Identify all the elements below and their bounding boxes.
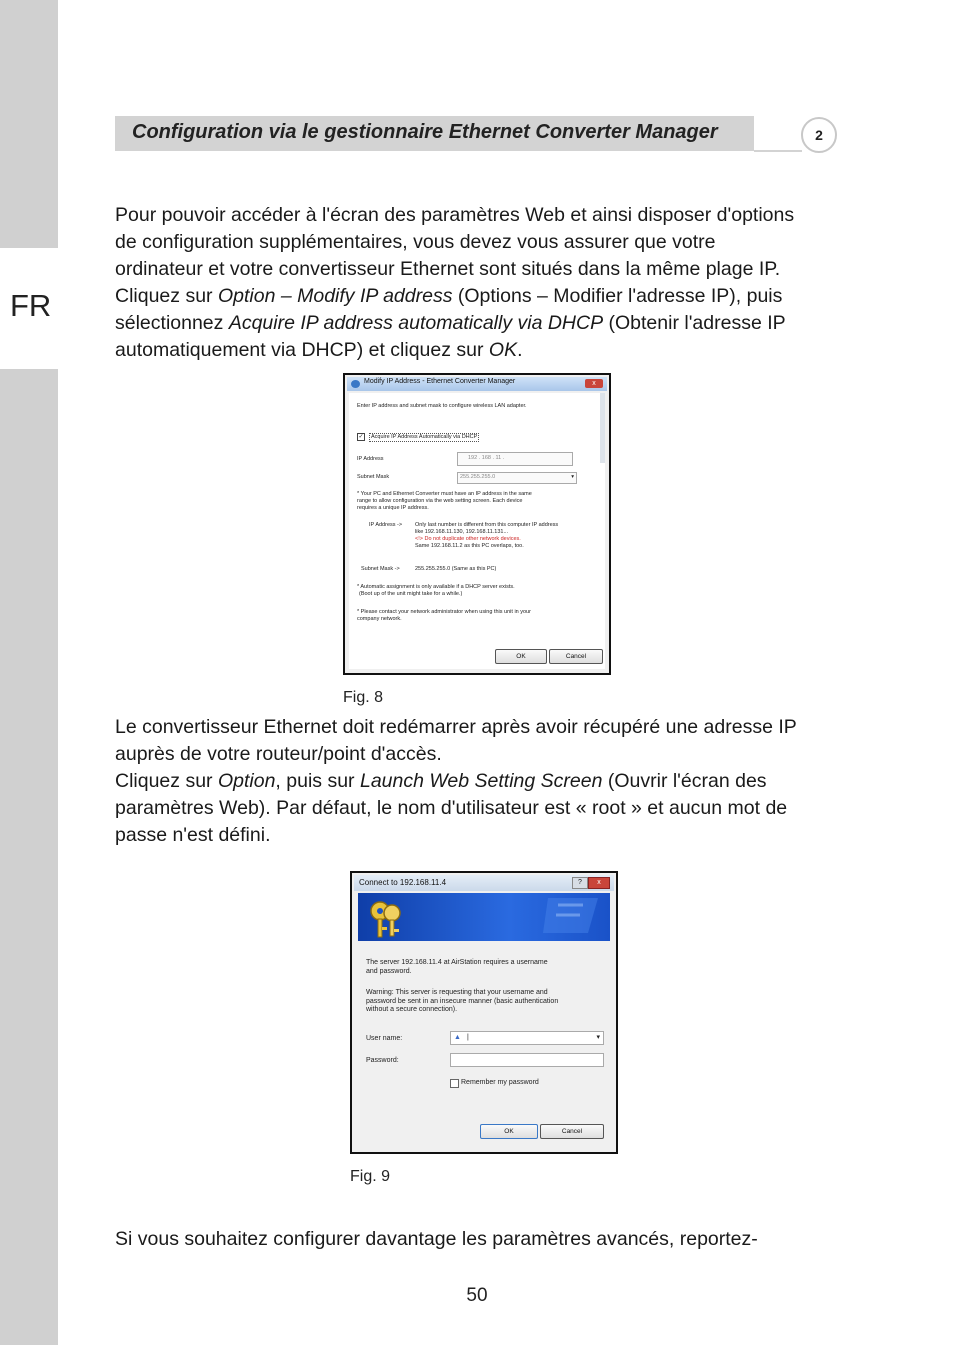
menu-name: Option (217, 770, 276, 792)
server-message: The server 192.168.11.4 at AirStation requires a username (366, 959, 548, 966)
ip-hint-line: Only last number is different from this computer IP address (415, 522, 559, 528)
ip-hint-line: like 192.168.11.130, 192.168.11.131... (415, 529, 509, 535)
intro-paragraph (115, 202, 794, 364)
menu-item-name: Launch Web Setting Screen (359, 770, 603, 792)
ip-hint-line: Same 192.168.11.2 as this PC overlaps, too. (415, 543, 524, 549)
username-input[interactable] (450, 1031, 604, 1045)
remember-label[interactable]: Remember my password (461, 1079, 539, 1086)
password-label: Password: (366, 1057, 399, 1064)
text-line (115, 283, 794, 310)
text-line: Pour pouvoir accéder à l'écran des paramètres Web et ainsi disposer d'options (115, 204, 795, 226)
text-line: auprès de votre routeur/point d'accès. (115, 743, 442, 765)
text-line: ordinateur et votre convertisseur Ethernet sont situés dans la même plage IP. (115, 258, 781, 280)
login-panel (358, 941, 610, 1146)
note-line: * Your PC and Ethernet Converter must have an IP address in the same (357, 491, 532, 497)
text-line: paramètres Web). Par défaut, le nom d'utilisateur est « root » et aucun mot de (115, 797, 788, 819)
app-icon (351, 380, 360, 388)
text-span: (Obtenir l'adresse IP (603, 312, 786, 334)
ip-address-label: IP Address (357, 456, 384, 462)
warning-text: Warning: This server is requesting that your username and (366, 989, 548, 996)
server-message: and password. (366, 967, 412, 975)
side-tab-bottom (0, 369, 58, 1345)
subnet-mask-select[interactable] (457, 472, 577, 484)
note-line: * Please contact your network administrator when using this unit in your (357, 609, 531, 615)
text-line (115, 310, 794, 337)
close-icon[interactable]: x (585, 379, 603, 388)
text-line: Le convertisseur Ethernet doit redémarrer après avoir récupéré une adresse IP (115, 716, 797, 738)
middle-paragraph (115, 714, 797, 849)
username-value: | (467, 1034, 469, 1041)
text-line: passe n'est défini. (115, 824, 271, 846)
button-name: OK (488, 339, 518, 361)
chevron-down-icon: ▾ (571, 474, 574, 480)
text-span: (Ouvrir l'écran des (602, 770, 767, 792)
option-name: Acquire IP address automatically via DHCP (228, 312, 604, 334)
side-tab-top (0, 0, 58, 248)
close-icon[interactable]: x (588, 877, 610, 889)
ip-hint-label: IP Address -> (369, 522, 403, 528)
login-banner (358, 893, 610, 941)
note-line: * Automatic assignment is only available if a DHCP server exists. (357, 584, 515, 590)
password-input[interactable] (450, 1053, 604, 1067)
warning-text: without a secure connection). (366, 1006, 458, 1013)
ip-address-value: 192 . 168 . 11 . (468, 455, 505, 461)
closing-paragraph (115, 1226, 758, 1253)
page-number: 50 (466, 1285, 488, 1306)
subnet-mask-value: 255.255.255.0 (460, 474, 496, 480)
cancel-button[interactable]: Cancel (549, 649, 603, 664)
scrollbar[interactable] (600, 393, 605, 463)
ip-address-field[interactable] (457, 452, 573, 466)
text-span: Cliquez sur (115, 285, 218, 307)
text-line (115, 768, 797, 795)
username-label: User name: (366, 1035, 403, 1042)
header-rule (754, 150, 802, 152)
ok-button[interactable]: OK (480, 1124, 538, 1139)
note-line: (Boot up of the unit might take for a while.) (359, 591, 463, 597)
dialog-titlebar (347, 377, 607, 391)
instruction-text: Enter IP address and subnet mask to configure wireless LAN adapter. (357, 403, 527, 409)
text-span: sélectionnez (115, 312, 229, 334)
modify-ip-dialog-screenshot (343, 373, 611, 675)
warning-text: password be sent in an insecure manner (basic authentication (366, 997, 559, 1005)
figure-caption: Fig. 9 (350, 1168, 391, 1185)
help-icon[interactable]: ? (572, 877, 588, 889)
text-line (115, 337, 794, 364)
dialog-titlebar (354, 875, 614, 891)
text-line: de configuration supplémentaires, vous devez vous assurer que votre (115, 231, 716, 253)
remember-checkbox[interactable] (450, 1079, 459, 1088)
dialog-title: Modify IP Address - Ethernet Converter Manager (364, 378, 516, 385)
section-title: Configuration via le gestionnaire Ethernet Converter Manager (132, 121, 718, 143)
cancel-button[interactable]: Cancel (540, 1124, 604, 1139)
ok-button[interactable]: OK (495, 649, 547, 664)
figure-caption: Fig. 8 (343, 689, 384, 706)
text-span: (Options – Modifier l'adresse IP), puis (452, 285, 783, 307)
language-label: FR (10, 288, 52, 323)
subnet-hint-label: Subnet Mask -> (361, 566, 400, 572)
text-span: . (517, 339, 523, 361)
dhcp-checkbox[interactable]: ✓ (358, 434, 364, 440)
dialog-title: Connect to 192.168.11.4 (359, 878, 447, 887)
note-line: range to allow configuration via the web setting screen. Each device (357, 498, 523, 504)
note-line: requires a unique IP address. (357, 505, 429, 511)
subnet-mask-label: Subnet Mask (357, 474, 390, 480)
connect-dialog-screenshot (350, 871, 618, 1154)
note-line: company network. (357, 616, 402, 622)
subnet-hint-value: 255.255.255.0 (Same as this PC) (415, 566, 497, 572)
keys-icon (358, 893, 610, 941)
menu-path: Option – Modify IP address (217, 285, 453, 307)
text-span: , puis sur (275, 770, 360, 792)
text-span: automatiquement via DHCP) et cliquez sur (115, 339, 489, 361)
text-line: Si vous souhaitez configurer davantage les paramètres avancés, reportez- (115, 1228, 758, 1250)
ip-hint-warning: <!> Do not duplicate other network devices. (415, 536, 521, 542)
dialog-body (349, 393, 605, 669)
dhcp-checkbox-label[interactable]: Acquire IP Address Automatically via DHCP (371, 434, 478, 440)
user-icon: ▲ (454, 1034, 461, 1041)
chevron-down-icon: ▾ (596, 1034, 600, 1041)
text-span: Cliquez sur (115, 770, 218, 792)
section-number-badge: 2 (801, 117, 837, 153)
